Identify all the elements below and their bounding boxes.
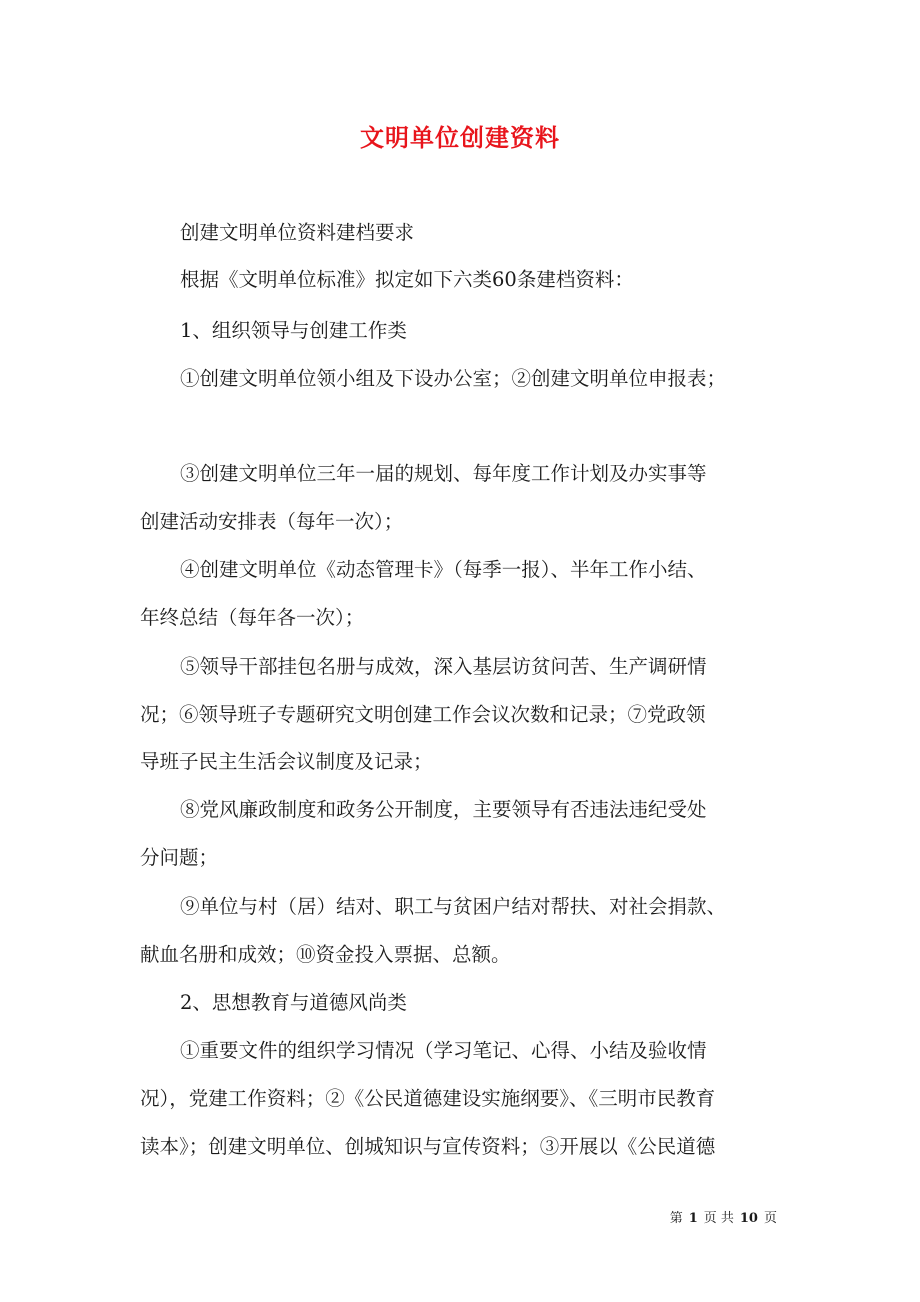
text-line: 创建文明单位资料建档要求 bbox=[180, 221, 415, 244]
text-line: 创建活动安排表（每年一次）； bbox=[140, 510, 404, 533]
text-line: ⑨单位与村（居）结对、职工与贫困户结对帮扶、对社会捐款、 bbox=[180, 895, 727, 918]
footer-middle: 页 共 bbox=[703, 1211, 734, 1226]
text-line: 况；⑥领导班子专题研究文明创建工作会议次数和记录；⑦党政领 bbox=[140, 703, 706, 726]
section-heading: 2、思想教育与道德风尚类 bbox=[180, 991, 407, 1014]
text-line: ①重要文件的组织学习情况（学习笔记、心得、小结及验收情 bbox=[180, 1039, 707, 1062]
text-line: ⑤领导干部挂包名册与成效，深入基层访贫问苦、生产调研情 bbox=[180, 655, 707, 678]
footer-total-pages: 10 bbox=[739, 1211, 758, 1226]
footer-suffix: 页 bbox=[763, 1211, 777, 1226]
text-line: 况），党建工作资料；②《公民道德建设实施纲要》、《三明市民教育 bbox=[140, 1087, 716, 1110]
text-line: 分问题； bbox=[140, 846, 219, 869]
document-title: 文明单位创建资料 bbox=[360, 123, 560, 152]
text-line: 根据《文明单位标准》拟定如下六类60条建档资料： bbox=[180, 268, 634, 291]
text-line: 导班子民主生活会议制度及记录； bbox=[140, 750, 433, 773]
text-line: ③创建文明单位三年一届的规划、每年度工作计划及办实事等 bbox=[180, 462, 707, 485]
text-line: ④创建文明单位《动态管理卡》（每季一报）、半年工作小结、 bbox=[180, 558, 707, 581]
footer-prefix: 第 bbox=[669, 1211, 683, 1226]
text-line: 读本》；创建文明单位、创城知识与宣传资料；③开展以《公民道德 bbox=[140, 1135, 716, 1158]
text-line: ①创建文明单位领小组及下设办公室；②创建文明单位申报表； bbox=[180, 367, 727, 390]
page-footer bbox=[667, 1207, 780, 1226]
section-heading: 1、组织领导与创建工作类 bbox=[180, 319, 407, 342]
text-line: 年终总结（每年各一次）； bbox=[140, 606, 365, 629]
text-line: 献血名册和成效；⑩资金投入票据、总额。 bbox=[140, 943, 511, 966]
text-line: ⑧党风廉政制度和政务公开制度，主要领导有否违法违纪受处 bbox=[180, 798, 707, 821]
footer-page-number: 1 bbox=[688, 1211, 698, 1226]
